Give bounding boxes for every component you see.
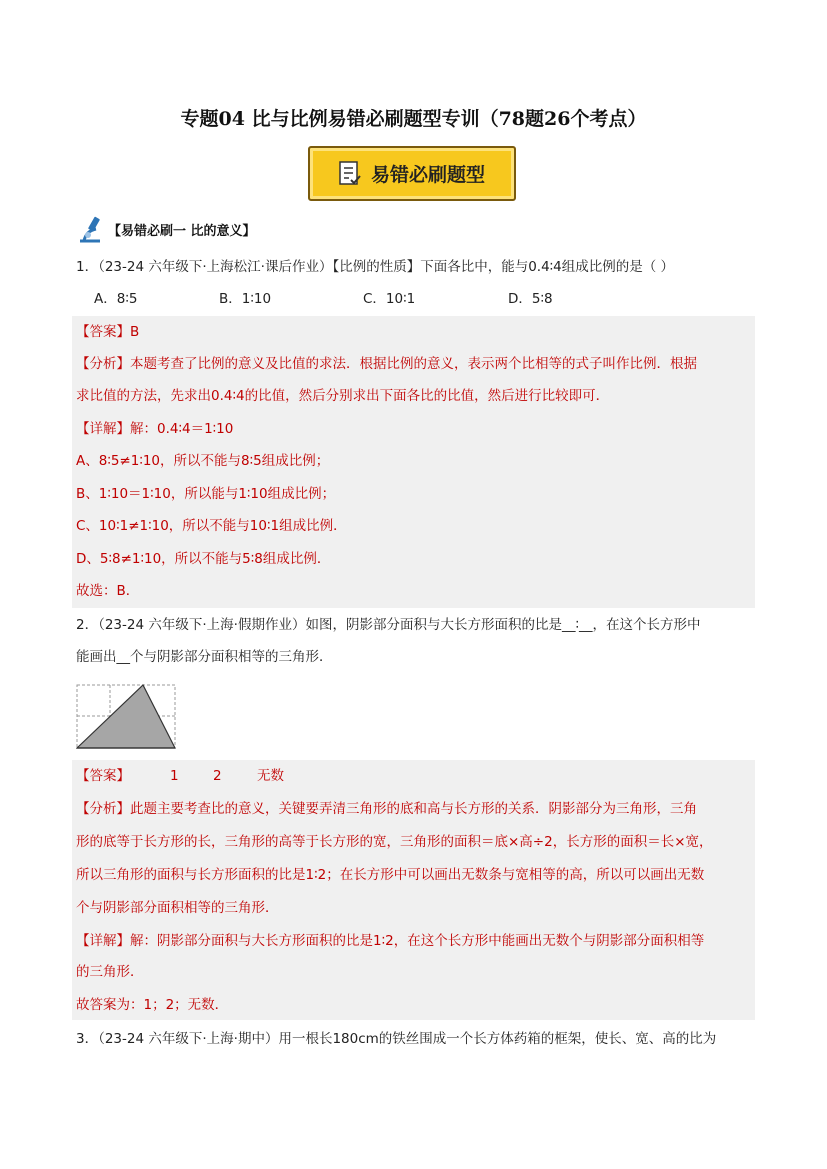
q1-line-a: A、8∶5≠1∶10，所以不能与8∶5组成比例； <box>76 453 330 469</box>
q2-analysis-line2: 形的底等于长方形的长，三角形的高等于长方形的宽，三角形的面积＝底×高÷2，长方形的面积＝长×宽， <box>76 834 713 850</box>
q1-analysis-line2: 求比值的方法，先求出0.4∶4的比值，然后分别求出下面各比的比值，然后进行比较即可． <box>76 388 610 404</box>
q1-line-c: C、10∶1≠1∶10，所以不能与10∶1组成比例． <box>76 518 347 534</box>
rectangle-triangle-figure <box>76 684 176 750</box>
question-3-stem: 3．（23-24 六年级下·上海·期中）用一根长180cm的铁丝围成一个长方体药箱的框架，使长、宽、高的比为 <box>76 1031 717 1047</box>
q2-analysis-line4: 个与阴影部分面积相等的三角形． <box>76 900 279 916</box>
q2-answer-value-2: 2 <box>213 768 222 784</box>
page-title: 专题04 比与比例易错必刷题型专训（78题26个考点） <box>180 108 647 130</box>
q1-line-b: B、1∶10＝1∶10，所以能与1∶10组成比例； <box>76 486 336 502</box>
q2-analysis-line3: 所以三角形的面积与长方形面积的比是1∶2；在长方形中可以画出无数条与宽相等的高，所以可以画出无数 <box>76 867 705 883</box>
q1-line-d: D、5∶8≠1∶10，所以不能与5∶8组成比例． <box>76 551 331 567</box>
option-c: C．10∶1 <box>363 291 416 307</box>
q2-detail-line2: 的三角形． <box>76 964 144 980</box>
checklist-icon <box>339 161 361 187</box>
question-2-stem-line1: 2．（23-24 六年级下·上海·假期作业）如图，阴影部分面积与大长方形面积的比是__∶__，在这个长方形中 <box>76 617 701 633</box>
question-2-stem-line2: 能画出__个与阴影部分面积相等的三角形． <box>76 649 333 665</box>
q2-final: 故答案为：1；2；无数． <box>76 997 229 1013</box>
q1-answer: 【答案】B <box>76 324 140 340</box>
q1-choose: 故选：B． <box>76 583 140 599</box>
question-1-stem: 1．（23-24 六年级下·上海松江·课后作业）【比例的性质】下面各比中，能与0.4∶4组成比例的是（ ） <box>76 259 675 275</box>
microscope-icon <box>76 214 106 244</box>
section-label: 【易错必刷一 比的意义】 <box>108 223 256 239</box>
option-a: A．8∶5 <box>94 291 138 307</box>
answer-box-2 <box>72 760 755 1020</box>
q1-analysis-line1: 【分析】本题考查了比例的意义及比值的求法．根据比例的意义，表示两个比相等的式子叫作比例．根据 <box>76 356 697 372</box>
section-heading <box>76 214 256 244</box>
q2-analysis-line1: 【分析】此题主要考查比的意义，关键要弄清三角形的底和高与长方形的关系．阴影部分为三角形，三角 <box>76 801 697 817</box>
q2-answer-value-3: 无数 <box>257 768 284 784</box>
q2-answer-value-1: 1 <box>170 768 179 784</box>
q1-detail: 【详解】解：0.4∶4＝1∶10 <box>76 421 234 437</box>
option-d: D．5∶8 <box>508 291 553 307</box>
banner-badge <box>308 146 516 201</box>
q2-detail-line1: 【详解】解：阴影部分面积与大长方形面积的比是1∶2，在这个长方形中能画出无数个与阴影部分面积相等 <box>76 933 705 949</box>
banner-label: 易错必刷题型 <box>370 164 485 186</box>
q2-answer-label: 【答案】 <box>76 768 130 784</box>
option-b: B．1∶10 <box>219 291 272 307</box>
